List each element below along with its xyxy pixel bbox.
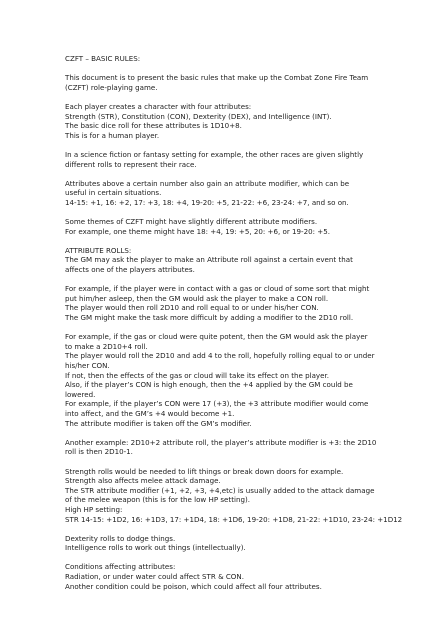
paragraph bbox=[65, 332, 421, 428]
paragraph bbox=[65, 467, 421, 525]
paragraph-gap bbox=[65, 457, 421, 467]
text-line: The STR attribute modifier (+1, +2, +3, +4,etc) is usually added to the attack damage bbox=[65, 485, 375, 495]
text-line: of the melee weapon (this is for the low HP setting). bbox=[65, 495, 250, 505]
text-line: This is for a human player. bbox=[65, 130, 160, 140]
text-line: lowered. bbox=[65, 389, 96, 399]
paragraph-gap bbox=[65, 64, 421, 74]
text-line: Another condition could be poison, which could affect all four attributes. bbox=[65, 581, 322, 591]
paragraph bbox=[65, 438, 421, 457]
text-line: Some themes of CZFT might have slightly different attribute modifiers. bbox=[65, 217, 318, 227]
text-line: Strength also affects melee attack damage. bbox=[65, 476, 221, 486]
document-title: CZFT – BASIC RULES: bbox=[65, 54, 141, 63]
paragraph-gap bbox=[65, 275, 421, 285]
text-line: Strength (STR), Constitution (CON), Dexterity (DEX), and Intelligence (INT). bbox=[65, 111, 332, 121]
text-line: Each player creates a character with four attributes: bbox=[65, 101, 252, 111]
text-line: The attribute modifier is taken off the GM’s modifier. bbox=[65, 418, 252, 428]
paragraph bbox=[65, 217, 421, 236]
text-line: put him/her asleep, then the GM would ask the player to make a CON roll. bbox=[65, 293, 329, 303]
text-line: Another example: 2D10+2 attribute roll, the player’s attribute modifier is +3: the 2D10 bbox=[65, 437, 377, 447]
paragraph-gap bbox=[65, 169, 421, 179]
paragraph bbox=[65, 179, 421, 208]
text-line: to make a 2D10+4 roll. bbox=[65, 341, 148, 351]
paragraph-gap bbox=[65, 92, 421, 102]
text-line: roll is then 2D10-1. bbox=[65, 447, 133, 457]
paragraph-gap bbox=[65, 553, 421, 563]
text-line: Also, if the player’s CON is high enough, then the +4 applied by the GM could be bbox=[65, 380, 353, 390]
text-line: Attributes above a certain number also gain an attribute modifier, which can be bbox=[65, 178, 350, 188]
text-line: useful in certain situations. bbox=[65, 188, 162, 198]
text-line: High HP setting: bbox=[65, 504, 123, 514]
paragraph bbox=[65, 73, 421, 92]
text-line: into affect, and the GM’s +4 would become +1. bbox=[65, 408, 235, 418]
text-line: Strength rolls would be needed to lift things or break down doors for example. bbox=[65, 466, 344, 476]
paragraph bbox=[65, 102, 421, 140]
text-line: affects one of the players attributes. bbox=[65, 265, 195, 275]
text-line: For example, if the player were in contact with a gas or cloud of some sort that might bbox=[65, 284, 370, 294]
paragraph bbox=[65, 284, 421, 322]
paragraph-gap bbox=[65, 208, 421, 218]
text-line: different rolls to represent their race. bbox=[65, 159, 197, 169]
paragraph-gap bbox=[65, 428, 421, 438]
text-line: In a science fiction or fantasy setting for example, the other races are given slightly bbox=[65, 149, 364, 159]
text-line: If not, then the effects of the gas or cloud will take its effect on the player. bbox=[65, 370, 329, 380]
text-line: STR 14-15: +1D2, 16: +1D3, 17: +1D4, 18: +1D6, 19-20: +1D8, 21-22: +1D10, 23-24: +1D12 bbox=[65, 514, 403, 524]
text-line: The player would then roll 2D10 and roll equal to or under his/her CON. bbox=[65, 303, 319, 313]
text-line: his/her CON. bbox=[65, 361, 110, 370]
text-line: Conditions affecting attributes: bbox=[65, 562, 176, 572]
text-line: The GM may ask the player to make an Attribute roll against a certain event that bbox=[65, 255, 353, 265]
text-line: The player would roll the 2D10 and add 4 to the roll, hopefully rolling equal to or under bbox=[65, 351, 375, 361]
text-line: For example, one theme might have 18: +4, 19: +5, 20: +6, or 19-20: +5. bbox=[65, 226, 330, 236]
text-line: This document is to present the basic rules that make up the Combat Zone Fire Team bbox=[65, 73, 369, 83]
paragraph-gap bbox=[65, 140, 421, 150]
text-line: Radiation, or under water could affect STR & CON. bbox=[65, 572, 244, 582]
paragraph bbox=[65, 562, 421, 591]
document-body bbox=[65, 64, 421, 592]
text-line: For example, if the player’s CON were 17 (+3), the +3 attribute modifier would come bbox=[65, 399, 369, 409]
text-line: The basic dice roll for these attributes is 1D10+8. bbox=[65, 121, 242, 131]
text-line: (CZFT) role-playing game. bbox=[65, 82, 158, 92]
text-line: Intelligence rolls to work out things (intellectually). bbox=[65, 543, 246, 553]
paragraph bbox=[65, 534, 421, 553]
text-line: 14-15: +1, 16: +2, 17: +3, 18: +4, 19-20: +5, 21-22: +6, 23-24: +7, and so on. bbox=[65, 197, 349, 207]
text-line: The GM might make the task more difficult by adding a modifier to the 2D10 roll. bbox=[65, 313, 354, 323]
paragraph bbox=[65, 150, 421, 169]
text-line: Dexterity rolls to dodge things. bbox=[65, 533, 176, 543]
text-line: For example, if the gas or cloud were quite potent, then the GM would ask the player bbox=[65, 332, 368, 342]
text-line: ATTRIBUTE ROLLS: bbox=[65, 245, 132, 255]
paragraph-gap bbox=[65, 524, 421, 534]
paragraph-gap bbox=[65, 323, 421, 333]
paragraph-gap bbox=[65, 236, 421, 246]
paragraph bbox=[65, 246, 421, 275]
